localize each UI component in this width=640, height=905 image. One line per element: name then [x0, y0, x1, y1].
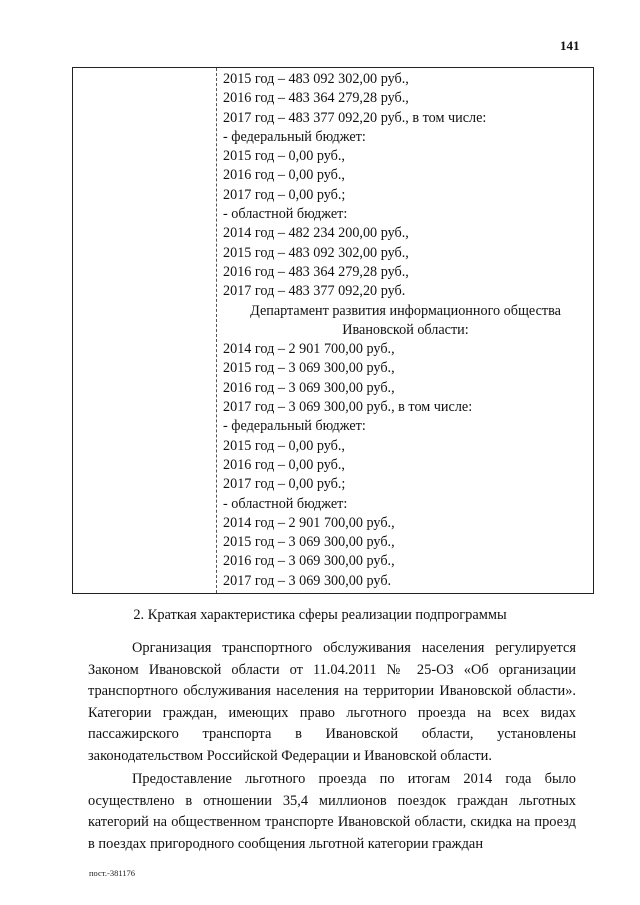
department-heading: Ивановской области: [342, 321, 469, 338]
table-line: 2014 год – 2 901 700,00 руб., [223, 514, 395, 531]
table-line: 2017 год – 3 069 300,00 руб. [223, 572, 392, 589]
funding-lines [223, 70, 588, 591]
paragraph: Предоставление льготного проезда по итогам 2014 года было осуществлено в отношении 35,4 миллионов поездок граждан льготных категорий на общественном транспорте Ивановской области, скидка на проезд в поездах пригородного сообщения льготной категории граждан [88, 771, 576, 852]
table-line: - областной бюджет: [223, 206, 348, 223]
department-heading: Департамент развития информационного общества [250, 302, 561, 319]
table-line: 2017 год – 0,00 руб.; [223, 476, 346, 493]
table-line: 2017 год – 0,00 руб.; [223, 186, 346, 203]
footer-code: пост.-381176 [89, 868, 135, 878]
table-line: 2016 год – 3 069 300,00 руб., [223, 553, 395, 570]
table-line: 2016 год – 3 069 300,00 руб., [223, 379, 395, 396]
table-line: 2017 год – 3 069 300,00 руб., в том числе: [223, 399, 473, 416]
table-line: 2015 год – 483 092 302,00 руб., [223, 244, 409, 261]
table-line: 2015 год – 483 092 302,00 руб., [223, 71, 409, 87]
page-number: 141 [560, 38, 580, 53]
table-line: 2017 год – 483 377 092,20 руб. [223, 283, 406, 300]
table-divider [216, 68, 217, 593]
table-line: 2016 год – 483 364 279,28 руб., [223, 263, 409, 280]
table-line: 2016 год – 0,00 руб., [223, 456, 345, 473]
table-line: - федеральный бюджет: [223, 128, 366, 145]
table-line: 2016 год – 0,00 руб., [223, 167, 345, 184]
table-line: 2015 год – 0,00 руб., [223, 148, 345, 165]
table-line: 2015 год – 3 069 300,00 руб., [223, 534, 395, 551]
table-line: 2014 год – 2 901 700,00 руб., [223, 341, 395, 358]
table-line: - федеральный бюджет: [223, 418, 366, 435]
table-line: 2016 год – 483 364 279,28 руб., [223, 90, 409, 107]
funding-table [72, 67, 594, 594]
table-line: 2014 год – 482 234 200,00 руб., [223, 225, 409, 242]
table-line: - областной бюджет: [223, 495, 348, 512]
section-heading: 2. Краткая характеристика сферы реализации подпрограммы [133, 607, 507, 623]
paragraph: Организация транспортного обслуживания населения регулируется Законом Ивановской области от 11.04.2011 № 25-ОЗ «Об организации транспортного обслуживания населения на территории Ивановской области». Категории граждан, имеющих право льготного проезда на всех видах пассажирского транспорта в Ивановской области, установлены законодательством Российской Федерации и Ивановской области. [88, 640, 576, 764]
table-line: 2015 год – 0,00 руб., [223, 437, 345, 454]
table-line: 2017 год – 483 377 092,20 руб., в том числе: [223, 109, 487, 126]
table-line: 2015 год – 3 069 300,00 руб., [223, 360, 395, 377]
